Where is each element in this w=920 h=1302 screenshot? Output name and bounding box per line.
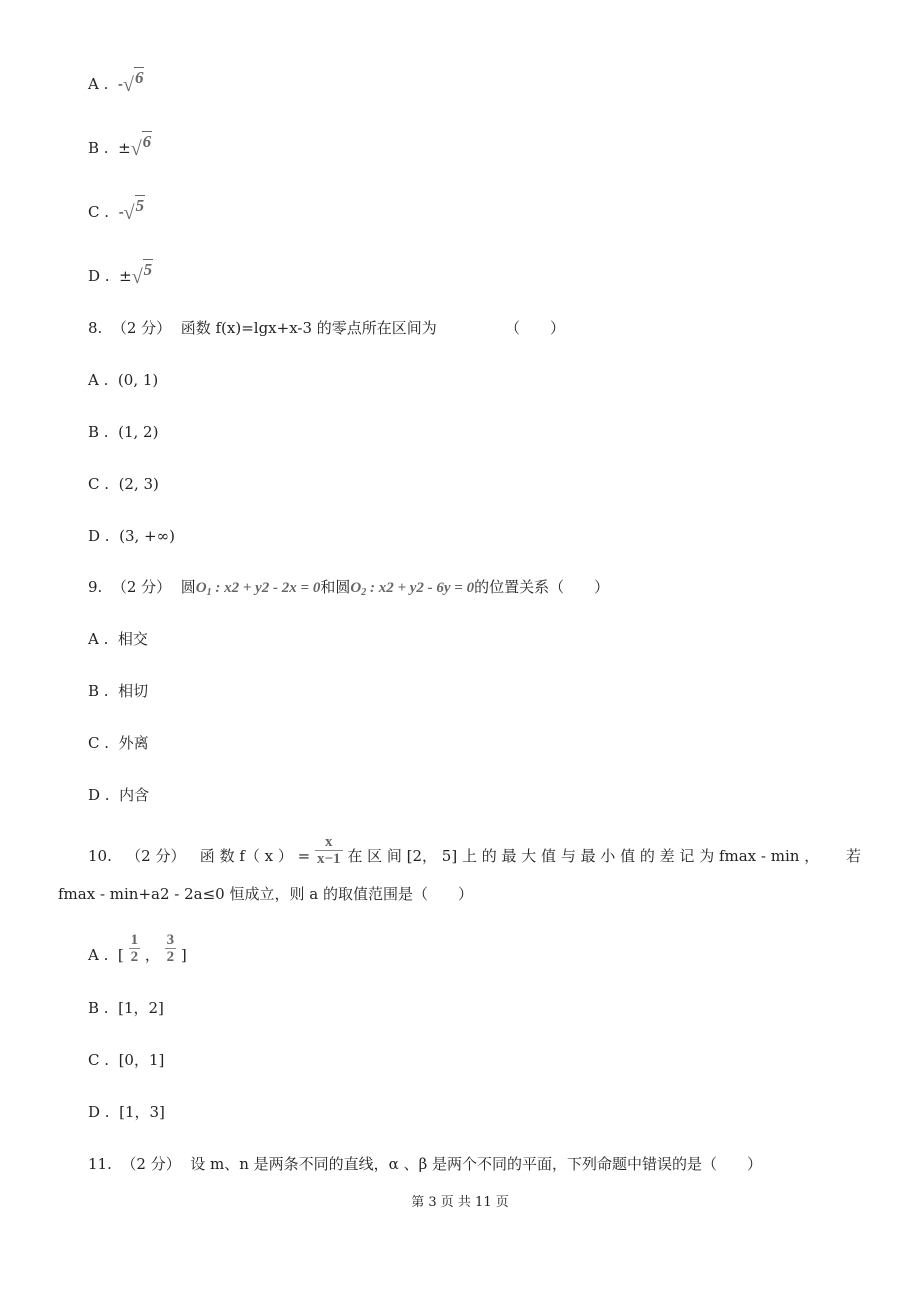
- q9-option-d: D . 内含: [88, 786, 150, 804]
- circle2-equation: $O_2$ : x2 + y2 - 6y = 0: [350, 580, 475, 598]
- q8-option-a: A . (0, 1): [88, 371, 159, 389]
- sqrt-formula: √6: [130, 132, 152, 160]
- q10-question-line1-end: 若: [846, 847, 862, 865]
- q8-answer-paren: （ ）: [505, 319, 566, 337]
- q8-question: 8. （2 分） 函数 f(x)=lgx+x-3 的零点所在区间为: [88, 319, 437, 337]
- q8-option-d: D . (3, +∞): [88, 527, 175, 545]
- q7-option-b: B . ±√6: [88, 132, 152, 160]
- fraction-half: $\frac{1}{2}$: [130, 931, 139, 965]
- q8-option-c: C . (2, 3): [88, 475, 159, 493]
- q10-question-line2: fmax - min+a2 - 2a≤0 恒成立，则 a 的取值范围是（ ）: [58, 885, 473, 903]
- q11-question: 11. （2 分） 设 m、n 是两条不同的直线，α 、β 是两个不同的平面，下列命题中错误的是（ ）: [88, 1155, 763, 1173]
- q9-question: 9. （2 分） 圆$O_1$ : x2 + y2 - 2x = 0和圆$O_2$ : x2 + y2 - 6y = 0的位置关系（ ）: [88, 578, 610, 598]
- q10-option-c: C . [0，1]: [88, 1051, 165, 1069]
- sqrt-formula: √5: [123, 196, 145, 224]
- q10-option-b: B . [1，2]: [88, 999, 164, 1017]
- q8-option-b: B . (1, 2): [88, 423, 159, 441]
- q9-option-b: B . 相切: [88, 682, 149, 700]
- q10-question-line1: 10. （2 分） 函 数 f（ x ） = $\frac{x}{x-1}$ 在 区 间 [2， 5] 上 的 最 大 值 与 最 小 值 的 差 记 为 fmax - min ，: [88, 833, 820, 867]
- q10-fraction: $\frac{x}{x-1}$: [317, 833, 341, 867]
- sqrt-formula: √6: [123, 68, 144, 96]
- q7-option-d: D . ±√5: [88, 260, 153, 288]
- q7-option-a: A . -√6: [88, 68, 144, 96]
- circle1-equation: $O_1$ : x2 + y2 - 2x = 0: [195, 580, 321, 598]
- sqrt-formula: √5: [131, 260, 153, 288]
- q9-option-c: C . 外离: [88, 734, 149, 752]
- q10-option-a: A . [ $\frac{1}{2}$ ， $\frac{3}{2}$ ]: [88, 931, 187, 965]
- fraction-three-halves: $\frac{3}{2}$: [166, 931, 175, 965]
- q9-option-a: A . 相交: [88, 630, 148, 648]
- q7-option-c: C . -√5: [88, 196, 145, 224]
- page-footer: 第 3 页 共 11 页: [411, 1195, 509, 1210]
- q10-option-d: D . [1，3]: [88, 1103, 165, 1121]
